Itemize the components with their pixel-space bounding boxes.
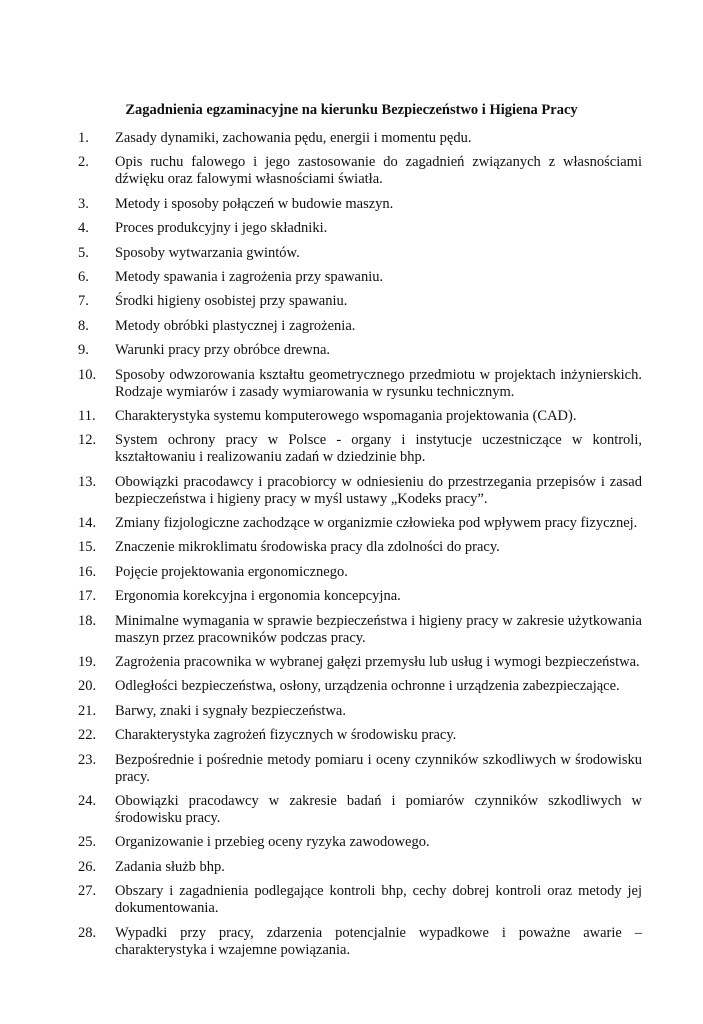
list-item-number: 3.	[78, 195, 89, 212]
list-item	[78, 883, 642, 917]
list-item	[78, 925, 642, 959]
list-item-number: 27.	[78, 883, 97, 900]
list-item	[78, 130, 642, 147]
topic-list	[78, 130, 642, 966]
list-item-number: 23.	[78, 751, 97, 768]
list-item-text: Znaczenie mikroklimatu środowiska pracy dla zdolności do pracy.	[115, 539, 500, 556]
list-item-number: 25.	[78, 834, 97, 851]
list-item	[78, 752, 642, 786]
list-item	[78, 564, 642, 581]
list-item-text: Organizowanie i przebieg oceny ryzyka zawodowego.	[115, 834, 430, 851]
list-item-number: 22.	[78, 727, 97, 744]
list-item-number: 11.	[78, 407, 96, 424]
list-item-number: 1.	[78, 130, 89, 146]
list-item-number: 9.	[78, 342, 89, 359]
list-item-number: 28.	[78, 924, 97, 941]
list-item-text: Metody obróbki plastycznej i zagrożenia.	[115, 317, 356, 334]
list-item-text: Charakterystyka systemu komputerowego wspomagania projektowania (CAD).	[115, 407, 577, 424]
list-item	[78, 588, 642, 605]
list-item-number: 10.	[78, 366, 97, 383]
list-item-text: Obowiązki pracodawcy w zakresie badań i pomiarów czynników szkodliwych w środowisku pracy.	[115, 792, 642, 826]
list-item	[78, 859, 642, 876]
list-item	[78, 613, 642, 647]
list-item-number: 21.	[78, 702, 97, 719]
list-item-text: Obowiązki pracodawcy i pracobiorcy w odniesieniu do przestrzegania przepisów i zasad bezpieczeństwa i higieny pracy w myśl ustawy „Kodeks pracy”.	[115, 473, 642, 507]
list-item	[78, 678, 642, 695]
list-item-text: Obszary i zagadnienia podlegające kontroli bhp, cechy dobrej kontroli oraz metody jej dokumentowania.	[115, 883, 642, 917]
list-item-text: Środki higieny osobistej przy spawaniu.	[115, 293, 348, 310]
list-item-number: 17.	[78, 588, 97, 605]
list-item-number: 7.	[78, 293, 89, 310]
list-item-text: System ochrony pracy w Polsce - organy i instytucje uczestniczące w kontroli, kształtowaniu i realizowaniu zadań w dziedzinie bhp.	[115, 432, 642, 466]
list-item-text: Zasady dynamiki, zachowania pędu, energii i momentu pędu.	[115, 130, 472, 146]
list-item-number: 15.	[78, 539, 97, 556]
list-item	[78, 539, 642, 556]
list-item-number: 24.	[78, 792, 97, 809]
list-item-number: 26.	[78, 858, 97, 875]
list-item-number: 8.	[78, 317, 89, 334]
list-item	[78, 245, 642, 262]
list-item-text: Opis ruchu falowego i jego zastosowanie do zagadnień związanych z własnościami dźwięku oraz falowymi własnościami światła.	[115, 154, 642, 188]
list-item	[78, 654, 642, 671]
list-item	[78, 515, 642, 532]
list-item-text: Odległości bezpieczeństwa, osłony, urządzenia ochronne i urządzenia zabezpieczające.	[115, 678, 620, 695]
list-item	[78, 318, 642, 335]
list-item-text: Metody spawania i zagrożenia przy spawaniu.	[115, 268, 384, 285]
list-item-number: 2.	[78, 154, 89, 171]
list-item	[78, 432, 642, 466]
list-item-text: Charakterystyka zagrożeń fizycznych w środowisku pracy.	[115, 727, 457, 744]
list-item-text: Zagrożenia pracownika w wybranej gałęzi przemysłu lub usług i wymogi bezpieczeństwa.	[115, 654, 640, 671]
list-item-text: Proces produkcyjny i jego składniki.	[115, 220, 328, 237]
list-item-text: Wypadki przy pracy, zdarzenia potencjalnie wypadkowe i poważne awarie – charakterystyka i wzajemne powiązania.	[115, 924, 642, 958]
list-item	[78, 342, 642, 359]
list-item	[78, 408, 642, 425]
list-item-text: Barwy, znaki i sygnały bezpieczeństwa.	[115, 702, 346, 719]
list-item-text: Ergonomia korekcyjna i ergonomia koncepcyjna.	[115, 588, 401, 605]
list-item-number: 16.	[78, 563, 97, 580]
list-item-number: 20.	[78, 678, 97, 695]
list-item-number: 14.	[78, 515, 97, 532]
list-item-text: Metody i sposoby połączeń w budowie maszyn.	[115, 195, 394, 212]
document-title: Zagadnienia egzaminacyjne na kierunku Bezpieczeństwo i Higiena Pracy	[125, 102, 578, 118]
list-item	[78, 196, 642, 213]
list-item-number: 6.	[78, 268, 89, 285]
list-item	[78, 703, 642, 720]
list-item-number: 12.	[78, 432, 97, 449]
list-item-text: Minimalne wymagania w sprawie bezpieczeństwa i higieny pracy w zakresie użytkowania maszyn przez pracowników podczas pracy.	[115, 612, 642, 646]
list-item	[78, 293, 642, 310]
list-item-number: 18.	[78, 612, 97, 629]
list-item	[78, 367, 642, 401]
list-item-number: 19.	[78, 654, 97, 671]
list-item	[78, 154, 642, 188]
list-item-text: Sposoby odwzorowania kształtu geometrycznego przedmiotu w projektach inżynierskich. Rodzaje wymiarów i zasady wymiarowania w rysunku technicznym.	[115, 366, 642, 400]
list-item	[78, 727, 642, 744]
list-item-text: Warunki pracy przy obróbce drewna.	[115, 342, 331, 359]
list-item-text: Pojęcie projektowania ergonomicznego.	[115, 563, 348, 580]
list-item	[78, 220, 642, 237]
list-item	[78, 834, 642, 851]
list-item-number: 13.	[78, 473, 97, 490]
list-item-text: Zmiany fizjologiczne zachodzące w organizmie człowieka pod wpływem pracy fizycznej.	[115, 515, 638, 532]
list-item-number: 4.	[78, 220, 89, 237]
list-item-number: 5.	[78, 244, 89, 261]
list-item	[78, 474, 642, 508]
list-item	[78, 269, 642, 286]
list-item-text: Zadania służb bhp.	[115, 858, 225, 875]
list-item-text: Bezpośrednie i pośrednie metody pomiaru i oceny czynników szkodliwych w środowisku pracy.	[115, 751, 642, 785]
list-item	[78, 793, 642, 827]
list-item-text: Sposoby wytwarzania gwintów.	[115, 244, 300, 261]
